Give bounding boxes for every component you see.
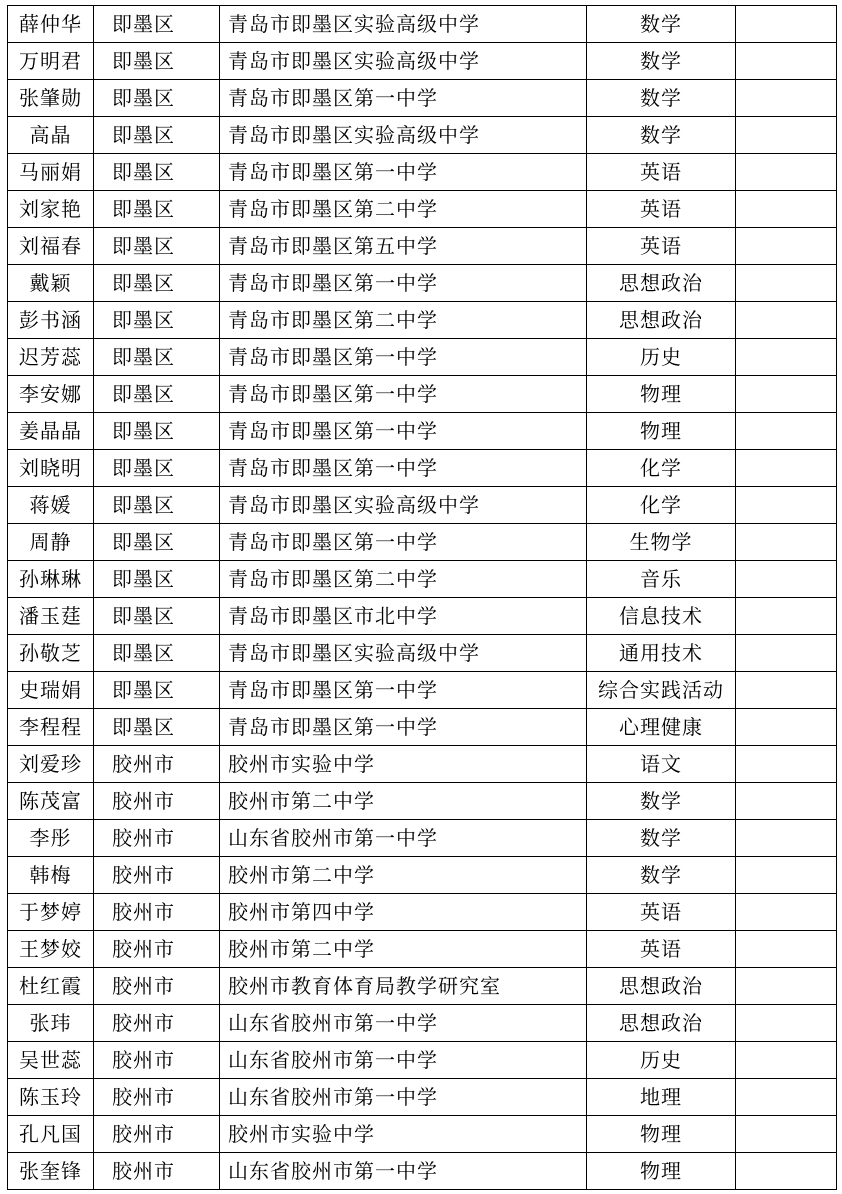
teacher-name-cell: 蒋媛 [8,487,94,524]
school-cell: 山东省胶州市第一中学 [220,1153,587,1190]
table-row [8,376,837,413]
teacher-name-cell: 刘爱珍 [8,746,94,783]
table-row [8,265,837,302]
table-row [8,117,837,154]
teacher-name-cell: 李安娜 [8,376,94,413]
teacher-name-cell: 张玮 [8,1005,94,1042]
table-row [8,339,837,376]
school-cell: 青岛市即墨区实验高级中学 [220,43,587,80]
district-cell: 即墨区 [94,154,220,191]
teacher-name-cell: 潘玉莛 [8,598,94,635]
empty-note-cell [736,1042,837,1079]
district-cell: 胶州市 [94,1005,220,1042]
subject-cell: 数学 [587,857,736,894]
school-cell: 青岛市即墨区第一中学 [220,339,587,376]
subject-cell: 数学 [587,80,736,117]
empty-note-cell [736,376,837,413]
school-cell: 青岛市即墨区第一中学 [220,154,587,191]
table-row [8,561,837,598]
empty-note-cell [736,265,837,302]
district-cell: 即墨区 [94,450,220,487]
teacher-name-cell: 史瑞娟 [8,672,94,709]
school-cell: 山东省胶州市第一中学 [220,1042,587,1079]
teacher-name-cell: 陈茂富 [8,783,94,820]
table-row [8,746,837,783]
teacher-name-cell: 迟芳蕊 [8,339,94,376]
teacher-name-cell: 杜红霞 [8,968,94,1005]
subject-cell: 历史 [587,1042,736,1079]
district-cell: 即墨区 [94,43,220,80]
school-cell: 胶州市实验中学 [220,1116,587,1153]
teacher-name-cell: 陈玉玲 [8,1079,94,1116]
table-row [8,783,837,820]
district-cell: 即墨区 [94,117,220,154]
school-cell: 青岛市即墨区第一中学 [220,450,587,487]
teacher-name-cell: 万明君 [8,43,94,80]
subject-cell: 地理 [587,1079,736,1116]
empty-note-cell [736,857,837,894]
teacher-name-cell: 吴世蕊 [8,1042,94,1079]
teacher-roster-table [7,5,837,1190]
empty-note-cell [736,80,837,117]
subject-cell: 物理 [587,1116,736,1153]
empty-note-cell [736,783,837,820]
subject-cell: 信息技术 [587,598,736,635]
district-cell: 胶州市 [94,746,220,783]
empty-note-cell [736,339,837,376]
subject-cell: 数学 [587,783,736,820]
empty-note-cell [736,894,837,931]
school-cell: 青岛市即墨区第一中学 [220,709,587,746]
empty-note-cell [736,413,837,450]
subject-cell: 物理 [587,376,736,413]
school-cell: 青岛市即墨区第一中学 [220,413,587,450]
district-cell: 胶州市 [94,894,220,931]
table-row [8,450,837,487]
table-row [8,672,837,709]
teacher-name-cell: 韩梅 [8,857,94,894]
subject-cell: 语文 [587,746,736,783]
table-row [8,1005,837,1042]
table-row [8,894,837,931]
district-cell: 胶州市 [94,1079,220,1116]
school-cell: 青岛市即墨区第二中学 [220,302,587,339]
table-row [8,635,837,672]
district-cell: 即墨区 [94,265,220,302]
subject-cell: 心理健康 [587,709,736,746]
table-row [8,1116,837,1153]
subject-cell: 综合实践活动 [587,672,736,709]
empty-note-cell [736,598,837,635]
table-row [8,524,837,561]
school-cell: 青岛市即墨区第二中学 [220,561,587,598]
table-row [8,1079,837,1116]
subject-cell: 英语 [587,191,736,228]
table-row [8,1042,837,1079]
subject-cell: 英语 [587,894,736,931]
district-cell: 胶州市 [94,1042,220,1079]
table-row [8,43,837,80]
empty-note-cell [736,635,837,672]
district-cell: 即墨区 [94,191,220,228]
roster-body [8,6,837,1190]
table-row [8,857,837,894]
subject-cell: 英语 [587,228,736,265]
subject-cell: 思想政治 [587,265,736,302]
district-cell: 即墨区 [94,80,220,117]
subject-cell: 历史 [587,339,736,376]
district-cell: 胶州市 [94,820,220,857]
table-row [8,413,837,450]
teacher-name-cell: 周静 [8,524,94,561]
teacher-name-cell: 王梦姣 [8,931,94,968]
teacher-name-cell: 张肇勋 [8,80,94,117]
school-cell: 胶州市第二中学 [220,783,587,820]
school-cell: 胶州市教育体育局教学研究室 [220,968,587,1005]
school-cell: 青岛市即墨区第二中学 [220,191,587,228]
teacher-name-cell: 孙琳琳 [8,561,94,598]
subject-cell: 数学 [587,6,736,43]
school-cell: 青岛市即墨区第一中学 [220,80,587,117]
table-row [8,228,837,265]
table-row [8,820,837,857]
teacher-name-cell: 姜晶晶 [8,413,94,450]
empty-note-cell [736,1005,837,1042]
teacher-name-cell: 刘家艳 [8,191,94,228]
empty-note-cell [736,672,837,709]
teacher-name-cell: 薛仲华 [8,6,94,43]
school-cell: 青岛市即墨区第五中学 [220,228,587,265]
district-cell: 即墨区 [94,228,220,265]
empty-note-cell [736,228,837,265]
school-cell: 胶州市第二中学 [220,931,587,968]
empty-note-cell [736,6,837,43]
district-cell: 即墨区 [94,376,220,413]
subject-cell: 物理 [587,1153,736,1190]
table-row [8,598,837,635]
empty-note-cell [736,1153,837,1190]
empty-note-cell [736,154,837,191]
school-cell: 青岛市即墨区实验高级中学 [220,635,587,672]
empty-note-cell [736,968,837,1005]
school-cell: 青岛市即墨区第一中学 [220,265,587,302]
school-cell: 青岛市即墨区第一中学 [220,376,587,413]
district-cell: 即墨区 [94,635,220,672]
table-row [8,302,837,339]
teacher-name-cell: 戴颖 [8,265,94,302]
district-cell: 即墨区 [94,709,220,746]
empty-note-cell [736,191,837,228]
district-cell: 即墨区 [94,302,220,339]
school-cell: 青岛市即墨区实验高级中学 [220,487,587,524]
table-row [8,709,837,746]
table-row [8,6,837,43]
school-cell: 胶州市第二中学 [220,857,587,894]
table-row [8,1153,837,1190]
empty-note-cell [736,117,837,154]
school-cell: 青岛市即墨区实验高级中学 [220,117,587,154]
subject-cell: 思想政治 [587,302,736,339]
district-cell: 胶州市 [94,968,220,1005]
teacher-name-cell: 马丽娟 [8,154,94,191]
district-cell: 即墨区 [94,339,220,376]
teacher-name-cell: 于梦婷 [8,894,94,931]
school-cell: 青岛市即墨区市北中学 [220,598,587,635]
school-cell: 山东省胶州市第一中学 [220,1079,587,1116]
teacher-name-cell: 刘福春 [8,228,94,265]
table-row [8,154,837,191]
table-row [8,80,837,117]
teacher-name-cell: 李程程 [8,709,94,746]
teacher-name-cell: 高晶 [8,117,94,154]
teacher-name-cell: 刘晓明 [8,450,94,487]
district-cell: 即墨区 [94,598,220,635]
district-cell: 即墨区 [94,487,220,524]
subject-cell: 数学 [587,117,736,154]
subject-cell: 生物学 [587,524,736,561]
teacher-name-cell: 孔凡国 [8,1116,94,1153]
empty-note-cell [736,746,837,783]
empty-note-cell [736,524,837,561]
empty-note-cell [736,820,837,857]
empty-note-cell [736,931,837,968]
subject-cell: 化学 [587,487,736,524]
table-row [8,968,837,1005]
school-cell: 胶州市实验中学 [220,746,587,783]
teacher-name-cell: 张奎锋 [8,1153,94,1190]
table-row [8,931,837,968]
empty-note-cell [736,709,837,746]
district-cell: 即墨区 [94,413,220,450]
district-cell: 胶州市 [94,783,220,820]
subject-cell: 数学 [587,820,736,857]
subject-cell: 英语 [587,154,736,191]
district-cell: 即墨区 [94,672,220,709]
table-row [8,487,837,524]
school-cell: 青岛市即墨区实验高级中学 [220,6,587,43]
district-cell: 即墨区 [94,524,220,561]
subject-cell: 化学 [587,450,736,487]
subject-cell: 物理 [587,413,736,450]
empty-note-cell [736,43,837,80]
subject-cell: 音乐 [587,561,736,598]
district-cell: 胶州市 [94,1153,220,1190]
empty-note-cell [736,561,837,598]
subject-cell: 思想政治 [587,968,736,1005]
school-cell: 青岛市即墨区第一中学 [220,524,587,561]
district-cell: 胶州市 [94,857,220,894]
district-cell: 胶州市 [94,931,220,968]
table-row [8,191,837,228]
subject-cell: 英语 [587,931,736,968]
empty-note-cell [736,1079,837,1116]
district-cell: 即墨区 [94,6,220,43]
subject-cell: 数学 [587,43,736,80]
empty-note-cell [736,302,837,339]
school-cell: 胶州市第四中学 [220,894,587,931]
school-cell: 山东省胶州市第一中学 [220,820,587,857]
district-cell: 即墨区 [94,561,220,598]
subject-cell: 思想政治 [587,1005,736,1042]
teacher-name-cell: 李彤 [8,820,94,857]
teacher-name-cell: 孙敬芝 [8,635,94,672]
school-cell: 山东省胶州市第一中学 [220,1005,587,1042]
empty-note-cell [736,450,837,487]
empty-note-cell [736,1116,837,1153]
empty-note-cell [736,487,837,524]
subject-cell: 通用技术 [587,635,736,672]
school-cell: 青岛市即墨区第一中学 [220,672,587,709]
district-cell: 胶州市 [94,1116,220,1153]
teacher-name-cell: 彭书涵 [8,302,94,339]
